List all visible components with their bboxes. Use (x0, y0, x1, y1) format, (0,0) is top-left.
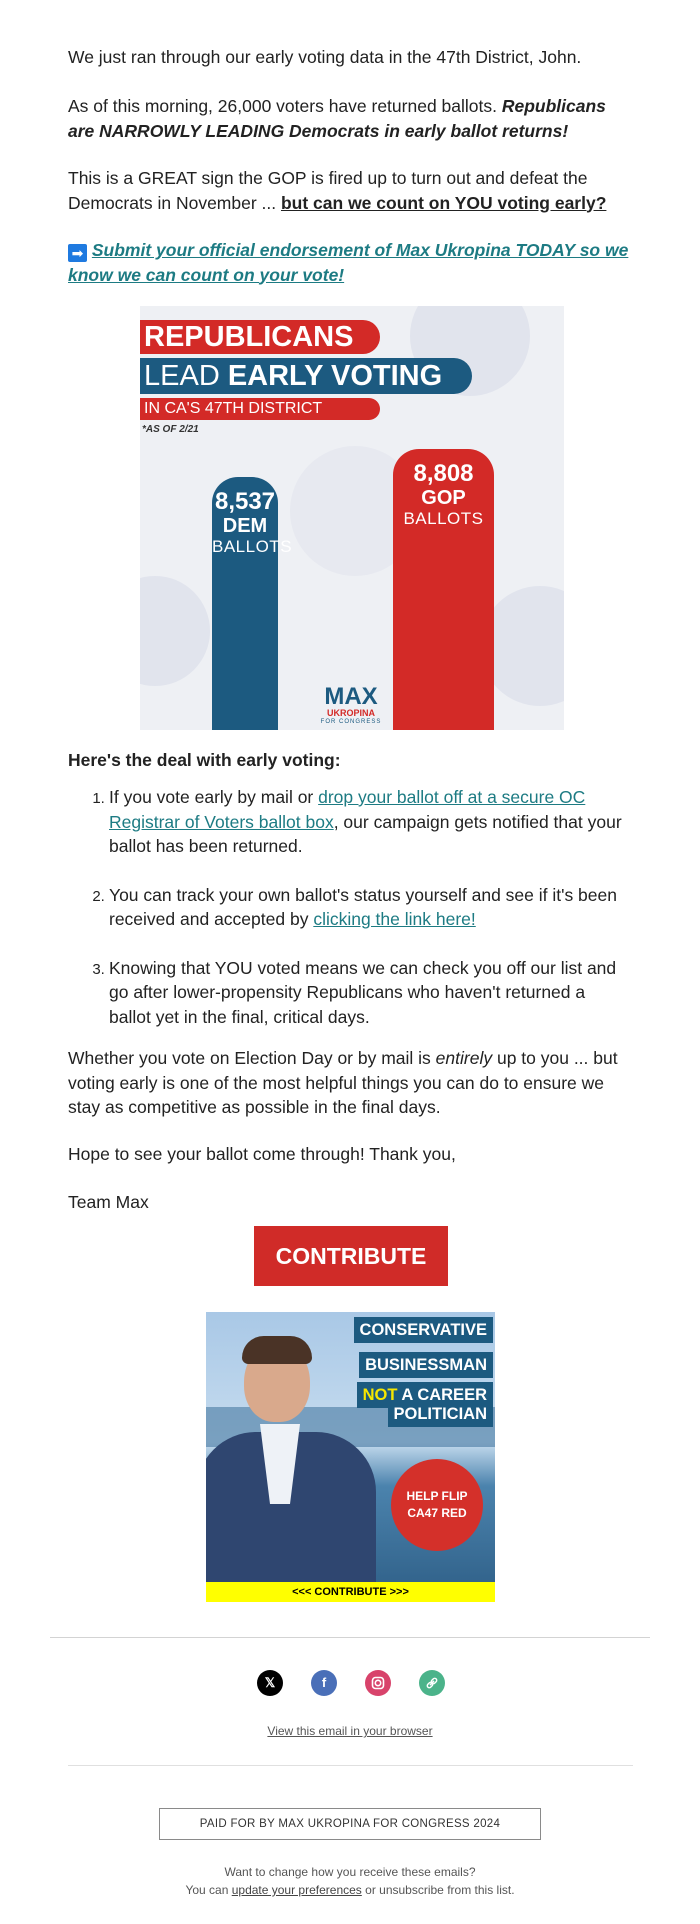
facebook-icon[interactable]: f (311, 1670, 337, 1696)
instagram-icon[interactable] (365, 1670, 391, 1696)
tag-businessman: BUSINESSMAN (359, 1352, 493, 1378)
bar-gop-party: GOP (421, 487, 466, 509)
endorsement-cta (68, 238, 633, 287)
instagram-glyph (365, 1670, 391, 1696)
intro-line-3-text: This is a GREAT sign the GOP is fired up to turn out and defeat the Democrats in November ... (68, 168, 588, 213)
help-flip-seal (394, 1462, 480, 1548)
arrow-right-icon: ➡ (68, 244, 87, 262)
vote-early-link[interactable]: but can we count on YOU voting early? (280, 192, 607, 213)
seal-text: HELP FLIP CA47 RED (406, 1489, 468, 1520)
social-icons (257, 1670, 445, 1696)
closing-pre: Whether you vote on Election Day or by mail is (68, 1048, 436, 1068)
link-icon[interactable] (419, 1670, 445, 1696)
headline-early-voting: EARLY VOTING (227, 360, 443, 392)
list-item: 3. Knowing that YOU voted means we can check you off our list and go after lower-propensity Republicans who haven't returned a ballot yet in the final, critical days. (109, 956, 629, 1030)
headline-lead-early-voting (140, 358, 472, 394)
intro-line-2 (68, 94, 633, 143)
tag-career: A CAREER (397, 1386, 487, 1404)
intro-line-2-emphasis: Republicans are NARROWLY LEADING Democrats in early ballot returns! (68, 96, 606, 141)
intro-line-2-text: As of this morning, 26,000 voters have returned ballots. (68, 96, 502, 116)
max-ukropina-logo (316, 683, 386, 726)
bar-gop (393, 449, 494, 730)
logo-sub: UKROPINA (326, 708, 375, 718)
contribute-strip[interactable]: <<< CONTRIBUTE >>> (206, 1582, 495, 1602)
preferences-question: Want to change how you receive these emails? (224, 1865, 476, 1879)
deal-heading: Here's the deal with early voting: (68, 750, 341, 770)
deal-list (68, 785, 629, 1053)
track-ballot-link[interactable]: clicking the link here! (313, 909, 476, 929)
bar-gop-unit: BALLOTS (403, 509, 484, 528)
i-voted-sticker-bg (140, 576, 210, 686)
candidate-hair (242, 1336, 312, 1364)
list-item (109, 785, 629, 859)
item2-pre: You can track your own ballot's status yourself and see if it's been received and accepted by (109, 884, 617, 929)
closing-paragraph (68, 1046, 633, 1120)
bar-dem-party: DEM (222, 515, 268, 537)
link-glyph (419, 1670, 445, 1696)
view-in-browser (0, 1724, 700, 1738)
closing-emphasis: entirely (435, 1048, 493, 1068)
item1-post: , our campaign gets notified that your ballot has been returned. (109, 811, 622, 856)
preferences-line (0, 1883, 700, 1897)
tag-conservative: CONSERVATIVE (354, 1317, 493, 1343)
signoff: Team Max (68, 1192, 149, 1212)
bar-dem-value: 8,537 (214, 488, 276, 515)
endorsement-link[interactable]: Submit your official endorsement of Max Ukropina TODAY so we know we can count on your vote! (68, 240, 629, 285)
candidate-promo-image[interactable] (206, 1312, 495, 1602)
headline-lead: LEAD (144, 360, 220, 392)
tag-politician: POLITICIAN (388, 1404, 494, 1427)
preferences-post: or unsubscribe from this list. (361, 1883, 515, 1897)
contribute-button[interactable]: CONTRIBUTE (254, 1226, 448, 1286)
divider (68, 1765, 633, 1766)
closing-post: up to you ... but voting early is one of the most helpful things you can do to ensure we stay as competitive as possible in the final days. (68, 1048, 618, 1117)
ballot-box-link[interactable]: drop your ballot off at a secure OC Registrar of Voters ballot box (109, 787, 586, 832)
list-item (109, 883, 629, 932)
divider (50, 1637, 650, 1638)
early-voting-graphic[interactable] (140, 306, 564, 730)
preferences-pre: You can (185, 1883, 232, 1897)
logo-name: MAX (324, 683, 378, 710)
logo-tag: FOR CONGRESS (320, 719, 382, 725)
intro-line-3 (68, 166, 633, 215)
headline-district: IN CA'S 47TH DISTRICT (140, 398, 380, 420)
x-icon[interactable]: 𝕏 (257, 1670, 283, 1696)
as-of-note: *AS OF 2/21 (142, 424, 199, 435)
thank-you-line: Hope to see your ballot come through! Thank you, (68, 1144, 456, 1164)
update-preferences-link[interactable]: update your preferences (231, 1883, 362, 1897)
paid-for-disclaimer: PAID FOR BY MAX UKROPINA FOR CONGRESS 2024 (159, 1808, 541, 1840)
view-in-browser-link[interactable]: View this email in your browser (267, 1724, 433, 1738)
headline-republicans: REPUBLICANS (140, 320, 380, 354)
bar-dem (212, 477, 293, 730)
tag-not: NOT (362, 1386, 398, 1404)
intro-line-1: We just ran through our early voting data in the 47th District, John. (68, 47, 582, 67)
bar-dem-unit: BALLOTS (212, 537, 293, 556)
item1-pre: If you vote early by mail or (109, 787, 319, 807)
bar-gop-value: 8,808 (413, 460, 474, 487)
